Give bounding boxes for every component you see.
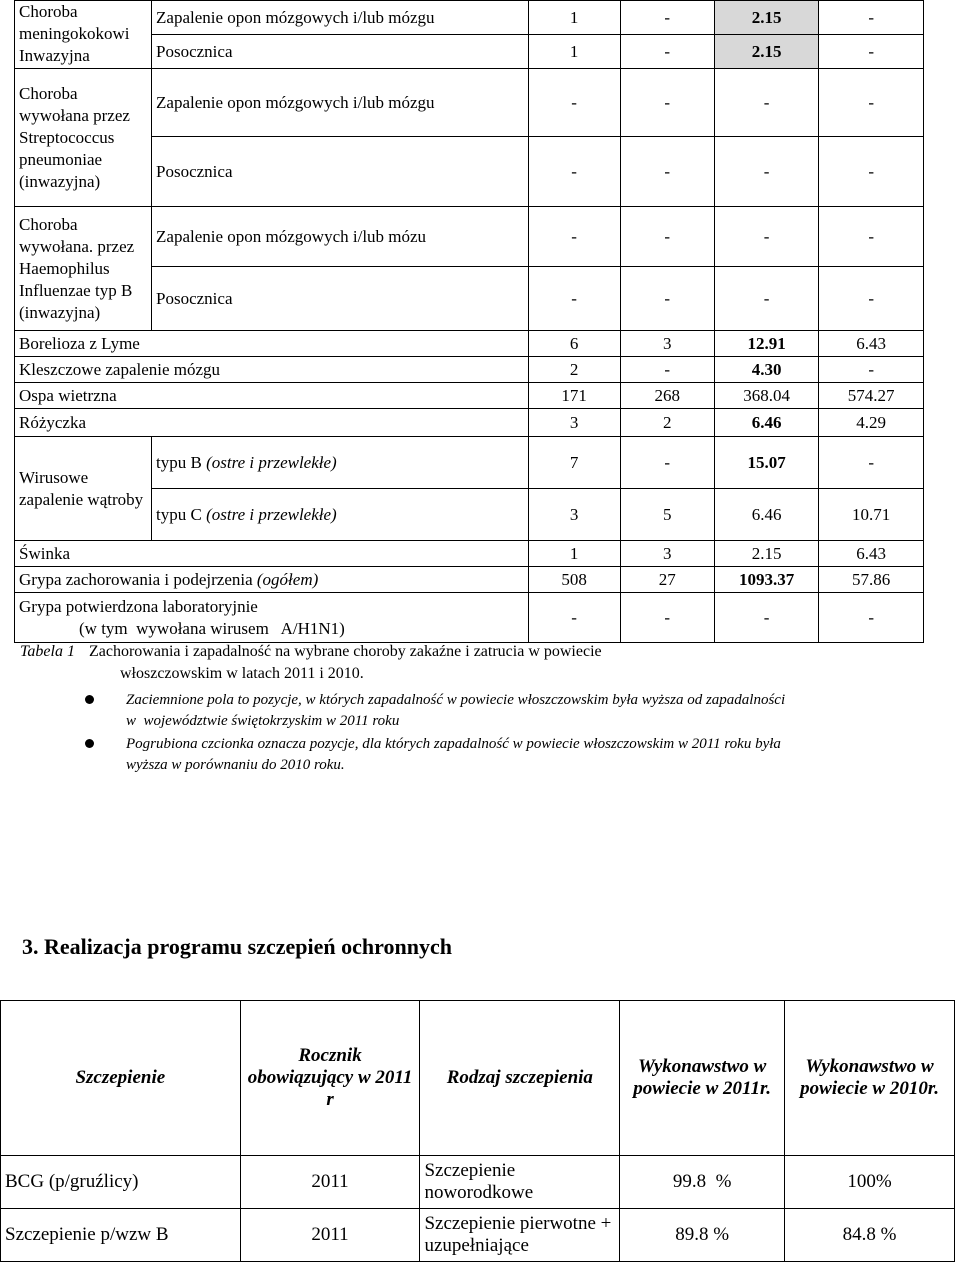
cases-2010: - [620,437,714,489]
disease-name: Zapalenie opon mózgowych i/lub mózgu [152,1,529,35]
group-label: Choroba meningokokowi Inwazyjna [15,1,152,69]
incidence-2011: 12.91 [714,331,819,357]
incidence-2010: 6.43 [819,541,924,567]
cases-2011: 2 [528,357,620,383]
cases-2010: - [620,207,714,267]
hepatitis-type [152,437,529,489]
vaccination-table [0,1000,955,1262]
bullet-icon [85,695,94,704]
disease-name: Świnka [15,541,529,567]
vaccine-year: 2011 [240,1156,420,1209]
cases-2010: 27 [620,567,714,593]
vaccine-year: 2011 [240,1209,420,1262]
incidence-2010: 57.86 [819,567,924,593]
group-label: Choroba wywołana. przez Haemophilus Influenzae typ B (inwazyjna) [15,207,152,331]
table-row [15,35,924,69]
incidence-2011: 2.15 [714,541,819,567]
vaccine-kind: Szczepienie pierwotne + uzupełniające [420,1209,620,1262]
cases-2010: - [620,137,714,207]
table-row [15,437,924,489]
caption-line2: włoszczowskim w latach 2011 i 2010. [120,665,364,682]
table-row [15,567,924,593]
incidence-2011: - [714,69,819,137]
table-caption [20,641,920,685]
disease-name: Ospa wietrzna [15,383,529,409]
disease-name: Różyczka [15,409,529,437]
note-item [88,690,928,732]
cases-2011: - [528,593,620,643]
disease-name: Borelioza z Lyme [15,331,529,357]
incidence-2011: 6.46 [714,409,819,437]
coverage-2011: 99.8 % [620,1156,785,1209]
incidence-2011: - [714,207,819,267]
incidence-2011: 15.07 [714,437,819,489]
table-row [15,489,924,541]
cases-2010: - [620,1,714,35]
hepatitis-type-note: (ostre i przewlekłe) [206,452,337,472]
cases-2011: 171 [528,383,620,409]
note-item [88,734,928,776]
cases-2011: - [528,137,620,207]
table-header-row [1,1001,955,1156]
disease-name: Posocznica [152,35,529,69]
disease-name: Kleszczowe zapalenie mózgu [15,357,529,383]
incidence-2010: 10.71 [819,489,924,541]
incidence-2010: 6.43 [819,331,924,357]
hepatitis-type-label: typu C [156,504,202,524]
cases-2010: - [620,357,714,383]
table-row [1,1209,955,1262]
incidence-2010: - [819,437,924,489]
cases-2011: 508 [528,567,620,593]
cases-2010: 3 [620,331,714,357]
cases-2010: - [620,35,714,69]
table-row [15,593,924,643]
hepatitis-type [152,489,529,541]
cases-2011: - [528,69,620,137]
header-cell: Szczepienie [1,1001,241,1156]
incidence-2011: 2.15 [714,1,819,35]
disease-name: Posocznica [152,137,529,207]
incidence-2011: 1093.37 [714,567,819,593]
disease-name [15,593,529,643]
incidence-2010: - [819,69,924,137]
coverage-2010: 84.8 % [785,1209,955,1262]
incidence-2010: - [819,357,924,383]
coverage-2011: 89.8 % [620,1209,785,1262]
hepatitis-type-note: (ostre i przewlekłe) [206,504,337,524]
disease-name: Zapalenie opon mózgowych i/lub mózu [152,207,529,267]
note-line2: wyższa w porównaniu do 2010 roku. [126,757,345,773]
table-row [15,541,924,567]
disease-name-note: (ogółem) [256,569,319,589]
note-line2: w województwie świętokrzyskim w 2011 roku [126,713,400,729]
table-row [15,1,924,35]
disease-name [15,567,529,593]
disease-incidence-table [14,0,924,643]
section-heading: 3. Realizacja programu szczepień ochronnych [22,934,452,959]
vaccine-name: Szczepienie p/wzw B [1,1209,241,1262]
cases-2010: 2 [620,409,714,437]
caption-label: Tabela 1 [20,643,75,660]
cases-2010: 5 [620,489,714,541]
bullet-icon [85,739,94,748]
table-row [1,1156,955,1209]
cases-2011: - [528,207,620,267]
table-row [15,267,924,331]
cases-2011: 1 [528,541,620,567]
header-cell: Rodzaj szczepienia [420,1001,620,1156]
cases-2011: 3 [528,489,620,541]
group-label: Choroba wywołana przez Streptococcus pneumoniae (inwazyjna) [15,69,152,207]
cases-2011: 7 [528,437,620,489]
header-cell: Rocznik obowiązujący w 2011 r [240,1001,420,1156]
disease-name-line1: Grypa potwierdzona laboratoryjnie [19,596,258,616]
incidence-2011: 368.04 [714,383,819,409]
disease-name: Posocznica [152,267,529,331]
coverage-2010: 100% [785,1156,955,1209]
vaccine-kind: Szczepienie noworodkowe [420,1156,620,1209]
disease-name-line2: (w tym wywołana wirusem A/H1N1) [79,618,345,638]
incidence-2010: - [819,593,924,643]
incidence-2011: 6.46 [714,489,819,541]
table-row [15,383,924,409]
incidence-2010: - [819,35,924,69]
cases-2011: 1 [528,35,620,69]
table-row [15,357,924,383]
cases-2011: 3 [528,409,620,437]
disease-name-text: Grypa zachorowania i podejrzenia [19,569,253,589]
incidence-2011: - [714,593,819,643]
cases-2011: 6 [528,331,620,357]
disease-name: Zapalenie opon mózgowych i/lub mózgu [152,69,529,137]
incidence-2010: - [819,137,924,207]
table-row [15,137,924,207]
table-row [15,409,924,437]
group-label: Wirusowe zapalenie wątroby [15,437,152,541]
header-cell: Wykonawstwo w powiecie w 2011r. [620,1001,785,1156]
incidence-2010: - [819,267,924,331]
cases-2010: 268 [620,383,714,409]
cases-2010: - [620,593,714,643]
incidence-2011: 2.15 [714,35,819,69]
cases-2011: - [528,267,620,331]
incidence-2010: - [819,1,924,35]
note-line1: Zaciemnione pola to pozycje, w których zapadalność w powiecie włoszczowskim była wyższa od zapadalności [126,692,786,708]
vaccine-name: BCG (p/gruźlicy) [1,1156,241,1209]
incidence-2010: 4.29 [819,409,924,437]
table-row [15,69,924,137]
cases-2010: - [620,69,714,137]
table-row [15,331,924,357]
incidence-2010: 574.27 [819,383,924,409]
incidence-2011: - [714,267,819,331]
incidence-2010: - [819,207,924,267]
caption-line1: Zachorowania i zapadalność na wybrane choroby zakaźne i zatrucia w powiecie [88,643,602,660]
incidence-2011: 4.30 [714,357,819,383]
note-line1: Pogrubiona czcionka oznacza pozycje, dla których zapadalność w powiecie włoszczowskim w 2011 roku była [126,736,781,752]
cases-2011: 1 [528,1,620,35]
hepatitis-type-label: typu B [156,452,202,472]
incidence-2011: - [714,137,819,207]
cases-2010: - [620,267,714,331]
table-row [15,207,924,267]
header-cell: Wykonawstwo w powiecie w 2010r. [785,1001,955,1156]
cases-2010: 3 [620,541,714,567]
